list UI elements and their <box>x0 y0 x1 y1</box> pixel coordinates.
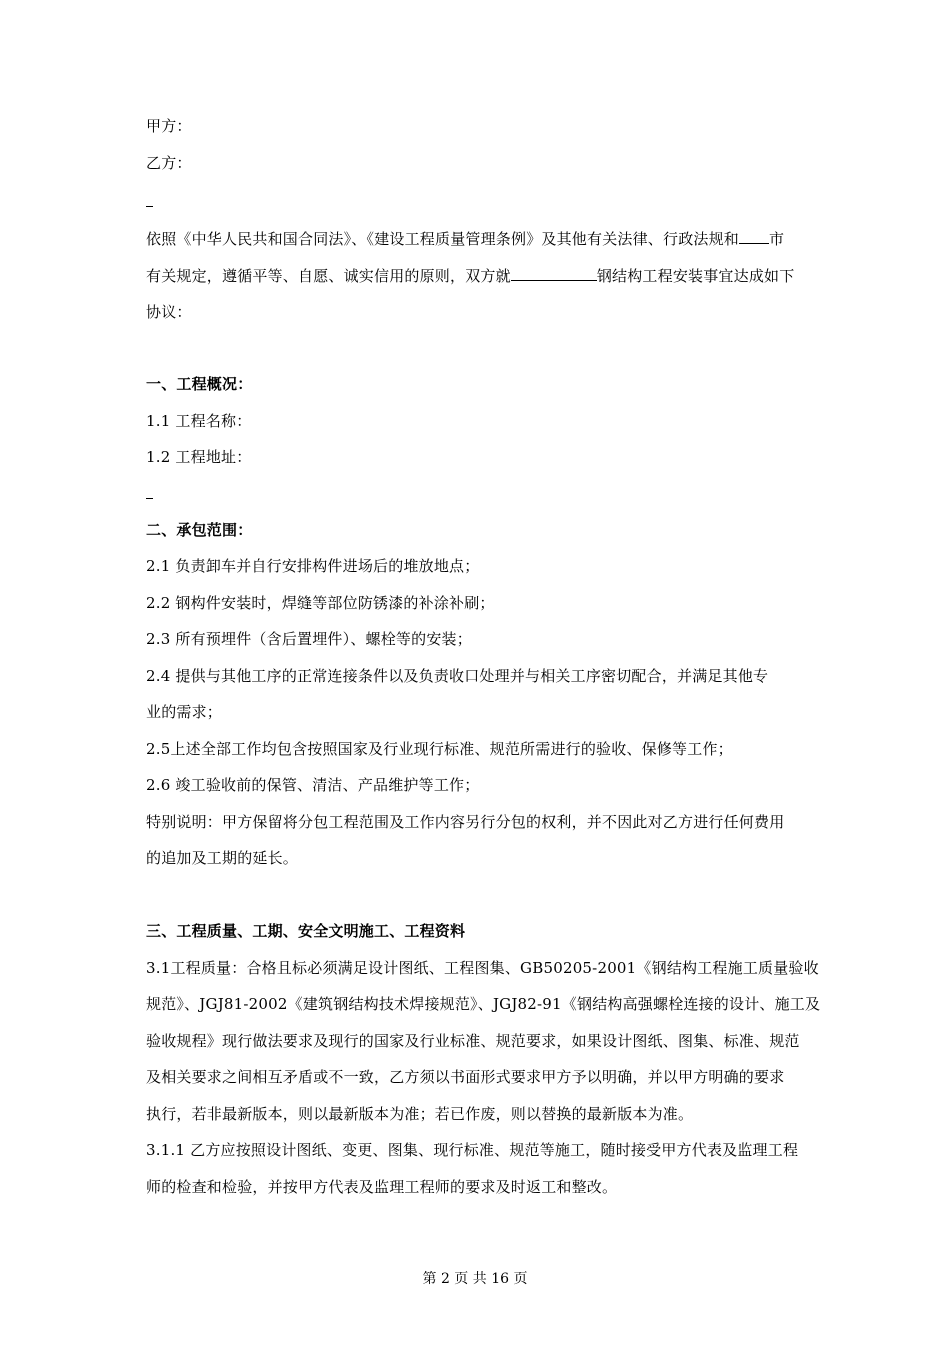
project-blank <box>511 266 597 281</box>
intro-line-1 <box>146 229 784 249</box>
separator-mark <box>146 498 153 499</box>
city-blank <box>739 229 769 244</box>
section-2-item-2: 2.2 钢构件安装时，焊缝等部位防锈漆的补涂补刷； <box>146 594 495 612</box>
section-2-note-line-1: 特别说明：甲方保留将分包工程范围及工作内容另行分包的权利，并不因此对乙方进行任何费用 <box>146 813 785 831</box>
intro-text: 市 <box>769 230 785 248</box>
section-3-para-2-line-1: 3.1.1 乙方应按照设计图纸、变更、图集、现行标准、规范等施工，随时接受甲方代表及监理工程 <box>146 1141 799 1159</box>
section-1-heading: 一、工程概况： <box>146 375 253 393</box>
section-3-para-1-line-1: 3.1工程质量：合格且标必须满足设计图纸、工程图集、GB50205-2001《钢结构工程施工质量验收 <box>146 959 819 977</box>
section-2-item-6: 2.6 竣工验收前的保管、清洁、产品维护等工作； <box>146 776 480 794</box>
intro-line-2 <box>146 266 794 286</box>
intro-text: 依照《中华人民共和国合同法》、《建设工程质量管理条例》及其他有关法律、行政法规和 <box>146 230 740 248</box>
section-1-item-2: 1.2 工程地址： <box>146 448 252 466</box>
separator-mark <box>146 206 153 207</box>
party-a-label: 甲方： <box>146 117 192 135</box>
intro-text: 钢结构工程安装事宜达成如下 <box>596 267 795 285</box>
section-2-item-3: 2.3 所有预埋件（含后置埋件）、螺栓等的安装； <box>146 630 472 648</box>
party-b-label: 乙方： <box>146 154 192 172</box>
section-3-para-2-line-2: 师的检查和检验，并按甲方代表及监理工程师的要求及时返工和整改。 <box>146 1178 618 1196</box>
section-2-item-4-line-2: 业的需求； <box>146 703 223 721</box>
section-2-item-4-line-1: 2.4 提供与其他工序的正常连接条件以及负责收口处理并与相关工序密切配合，并满足其他专 <box>146 667 769 685</box>
section-2-item-1: 2.1 负责卸车并自行安排构件进场后的堆放地点； <box>146 557 480 575</box>
section-2-note-line-2: 的追加及工期的延长。 <box>146 849 299 867</box>
section-3-para-1-line-3: 验收规程》现行做法要求及现行的国家及行业标准、规范要求，如果设计图纸、图集、标准、规范 <box>146 1032 800 1050</box>
intro-line-3: 协议： <box>146 303 192 321</box>
section-3-para-1-line-4: 及相关要求之间相互矛盾或不一致，乙方须以书面形式要求甲方予以明确，并以甲方明确的要求 <box>146 1068 785 1086</box>
intro-text: 有关规定，遵循平等、自愿、诚实信用的原则，双方就 <box>146 267 511 285</box>
page-footer: 第 2 页 共 16 页 <box>422 1271 528 1287</box>
section-2-item-5: 2.5上述全部工作均包含按照国家及行业现行标准、规范所需进行的验收、保修等工作； <box>146 740 733 758</box>
section-3-para-1-line-2: 规范》、JGJ81-2002《建筑钢结构技术焊接规范》、JGJ82-91《钢结构高强螺栓连接的设计、施工及 <box>146 995 821 1013</box>
section-1-item-1: 1.1 工程名称： <box>146 412 252 430</box>
section-3-para-1-line-5: 执行，若非最新版本，则以最新版本为准；若已作废，则以替换的最新版本为准。 <box>146 1105 694 1123</box>
section-2-heading: 二、承包范围： <box>146 521 253 539</box>
section-3-heading: 三、工程质量、工期、安全文明施工、工程资料 <box>146 922 466 940</box>
